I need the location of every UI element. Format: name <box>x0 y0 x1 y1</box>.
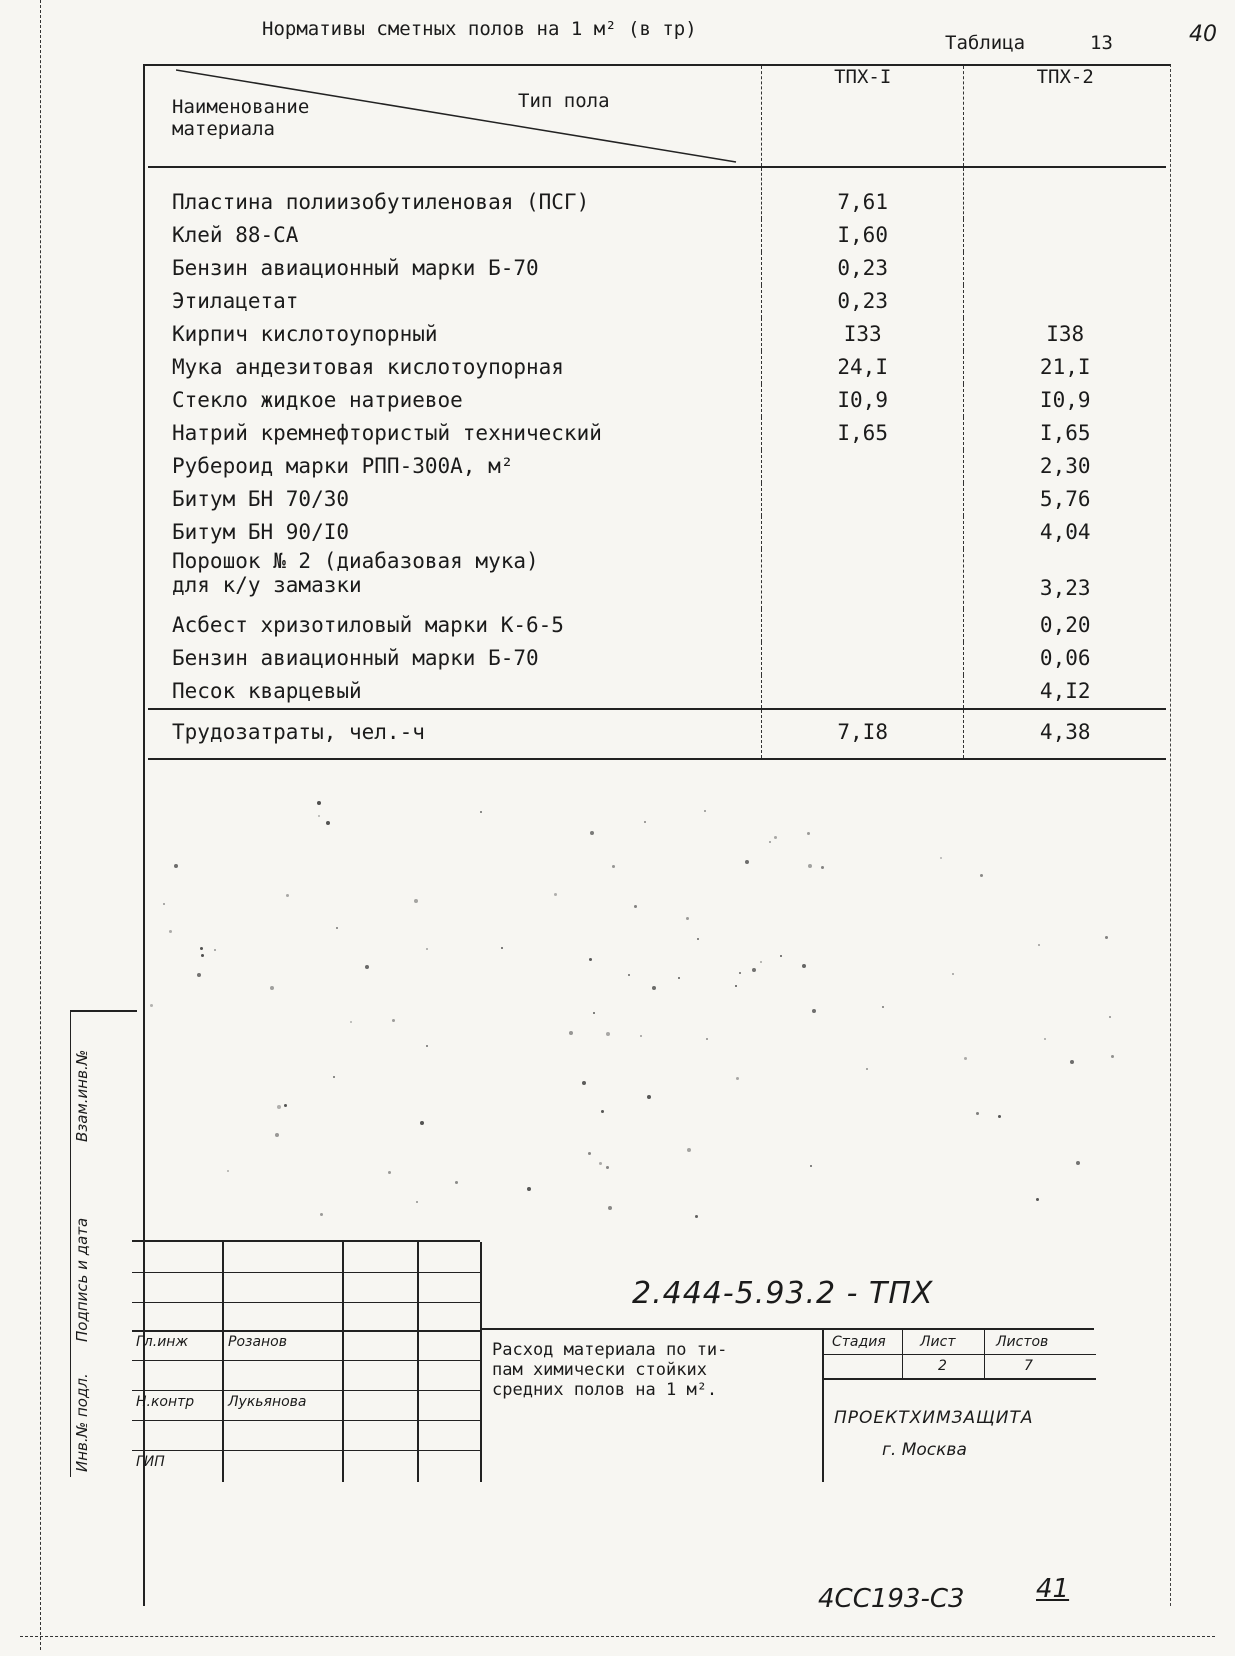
table-row <box>148 675 1166 709</box>
value-tpx2: I0,9 <box>964 384 1166 417</box>
speckle <box>416 1201 418 1203</box>
speckle <box>882 1006 884 1008</box>
table-row <box>148 384 1166 417</box>
role-chief-project-engineer: ГИП <box>136 1454 165 1470</box>
table-number: 13 <box>1090 32 1113 54</box>
speckle <box>686 917 689 920</box>
table-row <box>148 516 1166 549</box>
material-name: Этилацетат <box>172 289 299 313</box>
value-tpx1: 0,23 <box>761 285 964 318</box>
material-name: Стекло жидкое натриевое <box>172 388 463 412</box>
stamp-sheet-info <box>822 1330 1096 1482</box>
speckle <box>736 1077 739 1080</box>
material-name: Асбест хризотиловый марки К-6-5 <box>172 613 564 637</box>
stamp-grid <box>132 1240 480 1332</box>
speckle <box>980 874 983 877</box>
material-name: Натрий кремнефтористый технический <box>172 421 602 445</box>
speckle <box>695 1215 698 1218</box>
speckle <box>365 965 369 969</box>
speckle <box>940 857 942 859</box>
speckle <box>866 1068 868 1070</box>
speckle <box>527 1187 531 1191</box>
speckle <box>277 1105 281 1109</box>
speckle <box>1038 944 1040 946</box>
value-tpx2: 2,30 <box>964 450 1166 483</box>
speckle <box>964 1057 967 1060</box>
speckle <box>612 865 615 868</box>
speckle <box>590 831 594 835</box>
speckle <box>998 1115 1001 1118</box>
value-tpx2: 0,06 <box>964 642 1166 675</box>
speckle <box>1109 1016 1111 1018</box>
speckle <box>320 1213 323 1216</box>
speckle <box>647 1095 651 1099</box>
table-row <box>148 609 1166 642</box>
speckle <box>760 961 762 963</box>
organization-city: г. Москва <box>882 1440 967 1460</box>
value-tpx2: I,65 <box>964 417 1166 450</box>
material-name: Песок кварцевый <box>148 675 761 709</box>
name-rozanov: Розанов <box>228 1334 288 1350</box>
speckle <box>414 899 418 903</box>
value-tpx2: I38 <box>964 318 1166 351</box>
speckle <box>317 801 321 805</box>
header-caption: Нормативы сметных полов на 1 м² (в тр) <box>262 18 697 40</box>
speckle <box>197 973 201 977</box>
speckle <box>426 1045 428 1047</box>
role-chief-engineer: Гл.инж <box>136 1334 189 1350</box>
speckle <box>739 972 741 974</box>
value-tpx1 <box>761 483 964 516</box>
speckle <box>697 938 699 940</box>
side-label-replacement: Взам.инв.№ <box>73 1049 91 1142</box>
labor-value-tpx1: 7,I8 <box>761 709 964 759</box>
material-name: Мука андезитовая кислотоупорная <box>172 355 564 379</box>
value-tpx1: I,65 <box>761 417 964 450</box>
sheets-value: 7 <box>1024 1358 1033 1374</box>
material-name: Бензин авиационный марки Б-70 <box>172 256 539 280</box>
speckle <box>200 947 203 950</box>
speckle <box>569 1031 573 1035</box>
speckle <box>169 930 172 933</box>
speckle <box>599 1162 602 1165</box>
speckle <box>326 821 330 825</box>
sheets-header: Листов <box>996 1334 1049 1350</box>
speckle <box>214 949 216 951</box>
speckle <box>150 1004 153 1007</box>
speckle <box>501 947 503 949</box>
speckle <box>606 1166 609 1169</box>
speckle <box>174 864 178 868</box>
bleed-through-noise <box>150 800 1160 1230</box>
material-name: Пластина полиизобутиленовая (ПСГ) <box>172 190 590 214</box>
material-name: Кирпич кислотоупорный <box>172 322 438 346</box>
value-tpx2: 5,76 <box>964 483 1166 516</box>
speckle <box>163 903 165 905</box>
speckle <box>802 964 806 968</box>
table-label: Таблица <box>945 32 1026 54</box>
speckle <box>270 986 274 990</box>
value-tpx2 <box>964 167 1166 219</box>
stamp-title-area <box>480 1328 1094 1482</box>
material-name: Порошок № 2 (диабазовая мука) для к/у замазки <box>172 549 539 597</box>
material-name: Битум БН 90/I0 <box>172 520 350 544</box>
name-lukyanova: Лукьянова <box>228 1394 307 1410</box>
title-block <box>132 1240 1092 1480</box>
speckle <box>812 1009 816 1013</box>
value-tpx2 <box>964 285 1166 318</box>
material-name: Рубероид марки РПП-300А, м² <box>172 454 514 478</box>
column-tpx1-header: ТПХ-I <box>761 66 964 167</box>
material-name: Бензин авиационный марки Б-70 <box>172 646 539 670</box>
value-tpx1 <box>761 516 964 549</box>
speckle <box>608 1206 612 1210</box>
table-row <box>148 549 1166 609</box>
sheet-header: Лист <box>920 1334 956 1350</box>
value-tpx2: 21,I <box>964 351 1166 384</box>
speckle <box>808 864 812 868</box>
speckle <box>1036 1198 1039 1201</box>
speckle <box>286 894 289 897</box>
column-type-header: Тип пола <box>518 90 610 112</box>
speckle <box>420 1121 424 1125</box>
speckle <box>780 955 782 957</box>
speckle <box>606 1032 610 1036</box>
speckle <box>227 1170 229 1172</box>
value-tpx1 <box>761 609 964 642</box>
speckle <box>704 810 706 812</box>
side-label-inventory: Инв.№ подл. <box>73 1373 91 1472</box>
value-tpx1: I33 <box>761 318 964 351</box>
speckle <box>201 954 204 957</box>
bottom-border-line <box>20 1636 1215 1637</box>
speckle <box>336 927 338 929</box>
speckle <box>752 968 756 972</box>
value-tpx1 <box>761 549 964 609</box>
speckle <box>554 893 557 896</box>
value-tpx1: 7,61 <box>761 167 964 219</box>
speckle <box>810 1165 812 1167</box>
speckle <box>687 1148 691 1152</box>
side-strip <box>70 1010 137 1477</box>
column-name-header: Наименование материала <box>172 96 310 140</box>
material-name: Клей 88-СА <box>172 223 299 247</box>
speckle <box>589 958 592 961</box>
table-row <box>148 351 1166 384</box>
handwritten-sheet-number: 41 <box>1036 1574 1070 1604</box>
outer-border-line <box>40 0 42 1650</box>
materials-table <box>148 66 1166 760</box>
table-row <box>148 285 1166 318</box>
speckle <box>1111 1055 1114 1058</box>
material-name: Битум БН 70/30 <box>172 487 350 511</box>
speckle <box>582 1081 586 1085</box>
speckle <box>284 1104 287 1107</box>
speckle <box>735 985 737 987</box>
speckle <box>644 821 646 823</box>
value-tpx1 <box>761 675 964 709</box>
labor-row <box>148 709 1166 759</box>
value-tpx1: I0,9 <box>761 384 964 417</box>
speckle <box>350 1021 352 1023</box>
header-diagonal-cell <box>148 66 761 167</box>
speckle <box>318 815 320 817</box>
speckle <box>333 1076 335 1078</box>
speckle <box>652 986 656 990</box>
speckle <box>807 832 810 835</box>
column-tpx2-header: ТПХ-2 <box>964 66 1166 167</box>
speckle <box>426 948 428 950</box>
value-tpx2 <box>964 219 1166 252</box>
labor-value-tpx2: 4,38 <box>964 709 1166 759</box>
speckle <box>706 1038 708 1040</box>
speckle <box>1076 1161 1080 1165</box>
value-tpx2: 4,I2 <box>964 675 1166 709</box>
speckle <box>480 811 482 813</box>
value-tpx1: 0,23 <box>761 252 964 285</box>
speckle <box>678 977 680 979</box>
speckle <box>745 860 749 864</box>
speckle <box>588 1152 591 1155</box>
labor-label: Трудозатраты, чел.-ч <box>148 709 761 759</box>
value-tpx1: I,60 <box>761 219 964 252</box>
value-tpx1 <box>761 450 964 483</box>
table-row <box>148 318 1166 351</box>
table-row <box>148 417 1166 450</box>
table-row <box>148 642 1166 675</box>
value-tpx2 <box>964 252 1166 285</box>
speckle <box>821 866 824 869</box>
speckle <box>455 1181 458 1184</box>
value-tpx2: 3,23 <box>964 549 1166 609</box>
table-row <box>148 219 1166 252</box>
speckle <box>593 1012 595 1014</box>
table-body <box>148 167 1166 709</box>
side-label-signature: Подпись и дата <box>73 1217 91 1342</box>
speckle <box>640 1035 642 1037</box>
speckle <box>1105 936 1108 939</box>
page-number: 40 <box>1189 22 1217 47</box>
speckle <box>392 1019 395 1022</box>
stage-header: Стадия <box>832 1334 886 1350</box>
value-tpx1 <box>761 642 964 675</box>
speckle <box>769 841 771 843</box>
speckle <box>634 905 637 908</box>
archive-number: 4СС193-С3 <box>818 1584 965 1614</box>
organization-name: ПРОЕКТХИМЗАЩИТА <box>834 1408 1034 1428</box>
value-tpx1: 24,I <box>761 351 964 384</box>
speckle <box>976 1112 979 1115</box>
table-header-row <box>148 66 1166 167</box>
speckle <box>1070 1060 1074 1064</box>
speckle <box>952 973 954 975</box>
speckle <box>628 974 630 976</box>
table-row <box>148 450 1166 483</box>
table-row <box>148 252 1166 285</box>
speckle <box>601 1110 604 1113</box>
table-row <box>148 167 1166 219</box>
role-norm-control: Н.контр <box>136 1394 195 1410</box>
document-code: 2.444-5.93.2 - ТПХ <box>632 1276 934 1311</box>
sheet-value: 2 <box>938 1358 947 1374</box>
table-row <box>148 483 1166 516</box>
speckle <box>388 1171 391 1174</box>
value-tpx2: 4,04 <box>964 516 1166 549</box>
speckle <box>774 836 777 839</box>
speckle <box>1044 1038 1046 1040</box>
stamp-description: Расход материала по ти- пам химически стойких средних полов на 1 м². <box>492 1340 728 1400</box>
speckle <box>275 1133 279 1137</box>
value-tpx2: 0,20 <box>964 609 1166 642</box>
